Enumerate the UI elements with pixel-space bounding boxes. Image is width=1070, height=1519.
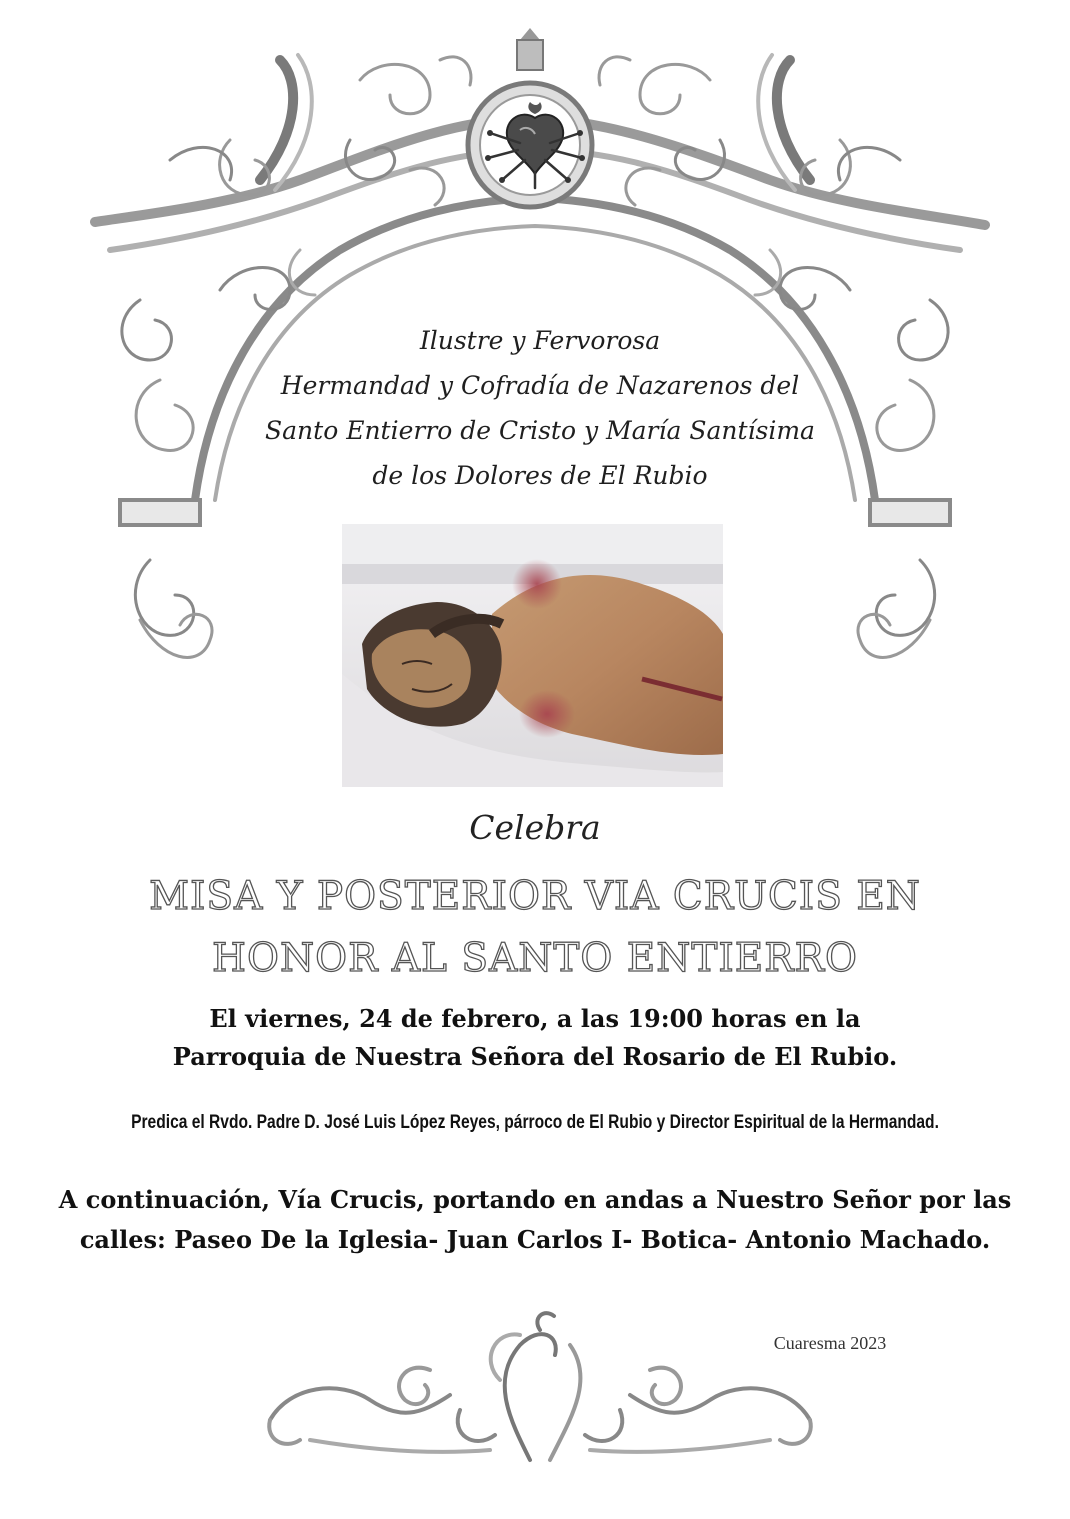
bottom-scroll-ornament <box>250 1300 830 1490</box>
brotherhood-name-line-1: Ilustre y Fervorosa <box>419 326 661 355</box>
via-crucis-line-1: A continuación, Vía Crucis, portando en andas a Nuestro Señor por las <box>58 1185 1012 1214</box>
via-crucis-route <box>20 1180 1050 1260</box>
preacher-text: Predica el Rvdo. Padre D. José Luis López Reyes, párroco de El Rubio y Director Espiritual de la Hermandad. <box>131 1112 939 1133</box>
event-place-line: Parroquia de Nuestra Señora del Rosario de El Rubio. <box>172 1042 898 1071</box>
via-crucis-line-2: calles: Paseo De la Iglesia- Juan Carlos I- Botica- Antonio Machado. <box>79 1225 991 1254</box>
recumbent-christ-sculpture-icon <box>342 524 723 787</box>
event-title <box>60 866 1010 990</box>
event-title-line-2: HONOR AL SANTO ENTIERRO <box>212 936 858 981</box>
brotherhood-name-line-4: de los Dolores de El Rubio <box>372 461 708 490</box>
celebra-label: Celebra <box>469 808 601 847</box>
brotherhood-name <box>200 318 880 498</box>
event-date-place <box>30 1000 1040 1076</box>
brotherhood-name-line-2: Hermandad y Cofradía de Nazarenos del <box>280 371 800 400</box>
recumbent-christ-photo <box>342 524 723 787</box>
sacred-heart-icon <box>480 88 590 198</box>
event-title-line-1: MISA Y POSTERIOR VIA CRUCIS EN <box>149 874 921 919</box>
event-date-line: El viernes, 24 de febrero, a las 19:00 horas en la <box>209 1004 861 1033</box>
brotherhood-name-line-3: Santo Entierro de Cristo y María Santísima <box>265 416 815 445</box>
lent-year-label: Cuaresma 2023 <box>773 1333 887 1353</box>
